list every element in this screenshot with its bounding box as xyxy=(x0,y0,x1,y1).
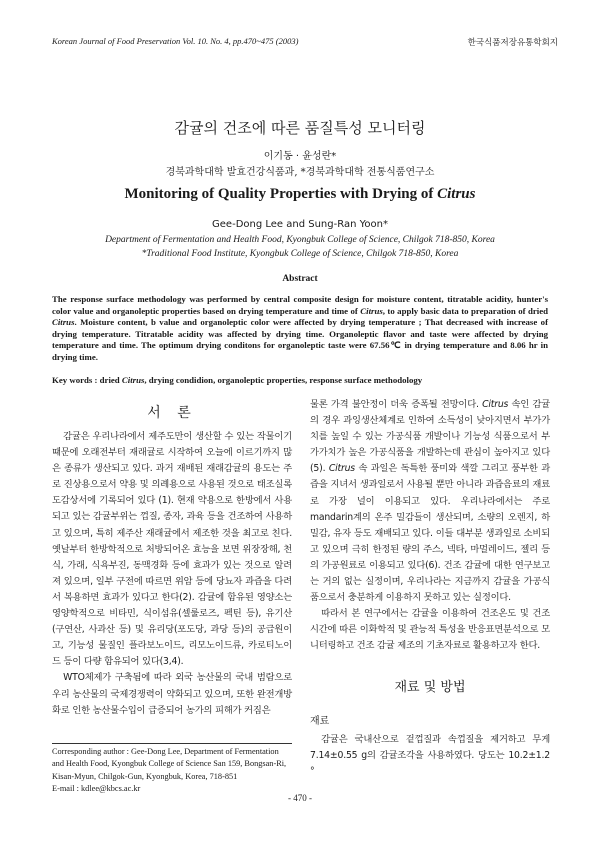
keywords-italic: Citrus xyxy=(121,375,145,385)
intro-paragraph-2: WTO체제가 구축됨에 따라 외국 농산물의 국내 범람으로 우리 농산물의 국제경쟁력이 약화되고 있으며, 또한 완전개방화로 인한 농산물수입이 급증되어 농가의 피해가 커짐은 xyxy=(52,672,292,716)
abstract-italic-2: Citrus xyxy=(52,317,75,328)
journal-header: Korean Journal of Food Preservation Vol. 10. No. 4, pp.470~475 (2003) xyxy=(52,36,299,46)
left-column-body xyxy=(52,429,292,719)
keywords-rest: , drying condidion, organoleptic properties, response surface methodology xyxy=(144,375,423,385)
abstract-part-2: , to apply basic data to preparation of dried xyxy=(382,305,548,316)
intro-p3-part-b: 속인 감귤의 경우 과잉생산체계로 인하여 소득성이 낮아지면서 부가가치를 높일 수 있는 가공식품 개발이나 기능성 식품으로서 부가가치가 높은 가공식품을 개발하는데 관심이 높아지고 있다(5). xyxy=(310,399,551,475)
footnote-email: E-mail : kdlee@kbcs.ac.kr xyxy=(52,784,141,794)
right-column-body xyxy=(310,397,550,655)
korean-authors: 이기동 · 윤성란* xyxy=(263,151,337,162)
intro-paragraph-4: 따라서 본 연구에서는 감귤을 이용하여 건조온도 및 건조시간에 따른 이화학적 및 관능적 특성을 반응표면분석으로 모니터링하고 건조 감귤 제조의 기초자료로 활용하고자 한다. xyxy=(310,608,550,652)
section-methods-title: 재료 및 방법 xyxy=(394,680,466,695)
subsection-materials-title: 재료 xyxy=(310,716,330,727)
abstract-part-1: The response surface methodology was performed by central composite design for moisture content, titratable acidity, hunter's color value and organoleptic properties based on drying temperature and time of xyxy=(52,294,548,316)
english-affiliation-1: Department of Fermentation and Health Food, Kyongbuk College of Science, Chilgok 718-850, Korea xyxy=(105,235,495,245)
abstract-italic-1: Citrus xyxy=(360,305,383,316)
section-introduction-title: 서 론 xyxy=(147,405,197,421)
korean-title: 감귤의 건조에 따른 품질특성 모니터링 xyxy=(174,119,426,137)
intro-paragraph-3 xyxy=(310,397,550,606)
english-authors: Gee-Dong Lee and Sung-Ran Yoon* xyxy=(212,219,388,230)
korean-affiliation: 경북과학대학 발효건강식품과, *경북과학대학 전통식품연구소 xyxy=(165,167,435,178)
materials-body xyxy=(310,732,550,780)
abstract-heading: Abstract xyxy=(282,274,318,284)
intro-p3-italic-a: Citrus xyxy=(482,399,509,410)
english-title-italic: Citrus xyxy=(437,186,476,202)
materials-paragraph-1: 감귤은 국내산으로 겉껍질과 속껍질을 제거하고 무게 7.14±0.55 g의 감귤조각을 사용하였다. 당도는 10.2±1.2 ° xyxy=(310,734,550,778)
intro-p3-part-c: 속 과일은 독특한 풍미와 색깔 그리고 풍부한 과즙을 지녀서 생과일로서 사용될 뿐만 아니라 과즙음료의 재료로 가장 널이 이용되고 있다. 우리나라에서는 주로 mandarin계의 온주 밀감들이 생산되며, 소량의 오렌지, 하밀감, 유자 등도 재배되고 있다. 이들 대부분 생과일로 소비되고 있으며 극히 한정된 량의 주스, 넥타, 마멀레이드, 젤리 등의 가공원료로 이용되고 있다(6). 건조 감귤에 대한 연구보고는 거의 없는 실정이며, 우리나라는 지금까지 감귤을 가공식품으로서 충분하게 이용하지 못하고 있는 실정이다. xyxy=(310,463,550,604)
keywords xyxy=(52,375,548,385)
english-title-main: Monitoring of Quality Properties with Drying of xyxy=(124,186,438,202)
abstract-text xyxy=(52,294,548,364)
society-header: 한국식품저장유통학회지 xyxy=(467,38,558,48)
keywords-label: Key words : dried xyxy=(52,375,122,385)
intro-paragraph-1: 감귤은 우리나라에서 제주도만이 생산할 수 있는 작물이기 때문에 오래전부터 재래귤로 시작하여 오늘에 이르기까지 많은 종류가 생산되고 있다. 과거 재배된 재래감귤의 용도는 주로 진상용으로서 약용 및 의례용으로 사용된 것으로 태조실록 도감상서에 기록되어 있다 (1). 현재 약용으로 한방에서 사용되고 있는 감귤부위는 껍질, 종자, 과육 등을 건조하여 사용하고 있으며, 특히 제주산 재래귤에서 제조한 것을 최고로 친다. 옛날부터 한방학적으로 처방되어온 효능을 보면 위장장해, 천식, 가래, 식욕부진, 동맥경화 등에 효과가 있는 것으로 알려져 있으며, 일부 구전에 따르면 위암 등에 당뇨자 과즙을 다려서 복용하면 효과가 있다고 한다(2). 감귤에 함유된 영양소는 영양학적으로 비타민, 식이섬유(셀룰로즈, 펙틴 등), 유기산(구연산, 사과산 등) 및 유리당(포도당, 과당 등)의 공급원이고, 기능성 물질인 플라보노이드, 리모노이드류, 카로티노이드 등이 다량 함유되어 있다(3,4). xyxy=(52,431,292,668)
corresponding-author-footnote xyxy=(52,746,292,796)
english-title xyxy=(0,186,600,203)
intro-p3-part-a: 물론 가격 불안정이 더욱 증폭될 전망이다. xyxy=(310,399,483,410)
footnote-divider xyxy=(52,743,292,744)
abstract-part-3: . Moisture content, b value and organoleptic color were affected by drying temperature ; That decreased with increase of drying temperature. Titratable acidity was affected by drying time. Organoleptic flavor and taste were affected by drying temperature and time. The optimum drying conditons for organoleptic taste were 67.56℃ in drying temperature and 8.06 hr in drying time. xyxy=(52,317,548,362)
footnote-address: Corresponding author : Gee-Dong Lee, Department of Fermentation and Health Food, Kyongbuk College of Science San 159, Bongsan-Ri, Kisan-Myun, Chilgok-Gun, Kyongbuk, Korea, 718-851 xyxy=(52,747,287,781)
page-number: - 470 - xyxy=(288,793,312,803)
intro-p3-italic-b: Citrus xyxy=(328,463,355,475)
english-affiliation-2: *Traditional Food Institute, Kyongbuk College of Science, Chilgok 718-850, Korea xyxy=(141,249,459,259)
